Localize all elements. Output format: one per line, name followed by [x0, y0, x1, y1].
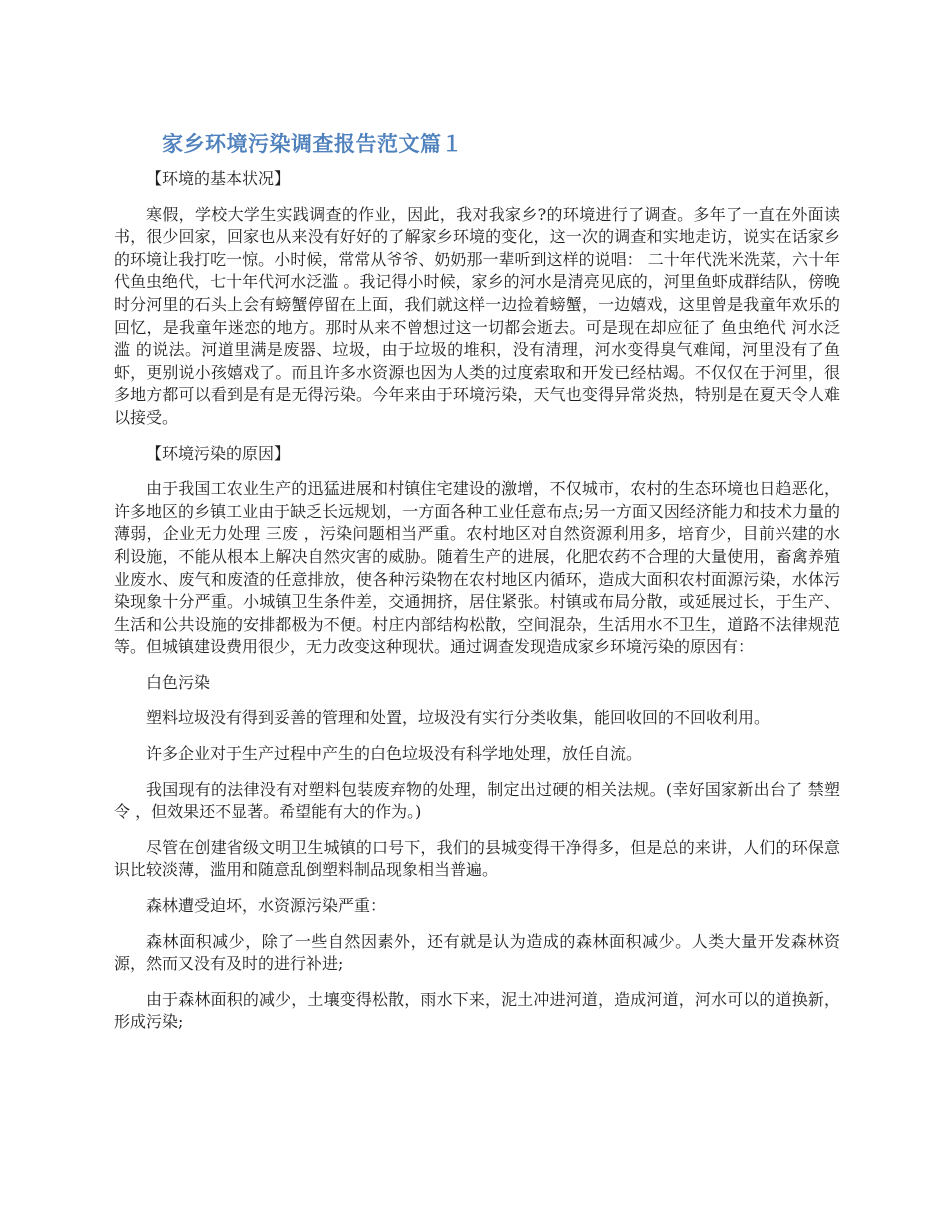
paragraph-enterprise-waste: 许多企业对于生产过程中产生的白色垃圾没有科学地处理，放任自流。 [146, 744, 643, 764]
paragraph-soil-erosion: 由于森林面积的减少，土壤变得松散，雨水下来，泥土冲进河道，造成河道，河水可以的道换新，形成污染; [114, 989, 840, 1032]
document-page [114, 130, 840, 1047]
subheading-forest-water: 森林遭受迫坏，水资源污染严重： [146, 896, 387, 916]
section-heading-basic-status: 【环境的基本状况】 [146, 169, 291, 188]
paragraph-pollution-causes: 由于我国工农业生产的迅猛进展和村镇住宅建设的激增，不仅城市，农村的生态环境也日趋恶化，许多地区的乡镇工业由于缺乏长远规划，一方面各种工业任意布点;另一方面又因经济能力和技术力量的薄弱，企业无力处理 三废 ，污染问题相当严重。农村地区对自然资源利用多，培育少，目前兴建的水利设施，不能从根本上解决自然灾害的威胁。随着生产的进展，化肥农药不合理的大量使用，畜禽养殖业废水、废气和废渣的任意排放，使各种污染物在农村地区内循环，造成大面积农村面源污染，水体污染现象十分严重。小城镇卫生条件差，交通拥挤，居住紧张。村镇或布局分散，或延展过长，于生产、生活和公共设施的安排都极为不便。村庄内部结构松散，空间混杂，生活用水不卫生，道路不法律规范等。但城镇建设费用很少，无力改变这种现状。通过调查发现造成家乡环境污染的原因有： [114, 479, 840, 657]
paragraph-basic-status: 寒假，学校大学生实践调查的作业，因此，我对我家乡?的环境进行了调查。多年了一直在外面读书，很少回家，回家也从来没有好好的了解家乡环境的变化，这一次的调查和实地走访，说实在话家乡的环境让我打吃一惊。小时候，常常从爷爷、奶奶那一辈听到这样的说唱： 二十年代洗米洗菜，六十年代鱼虫绝代，七十年代河水泛滥 。我记得小时候，家乡的河水是清亮见底的，河里鱼虾成群结队，傍晚时分河里的石头上会有螃蟹停留在上面，我们就这样一边捡着螃蟹，一边嬉戏，这里曾是我童年欢乐的回忆，是我童年迷恋的地方。那时从来不曾想过这一切都会逝去。可是现在却应征了 鱼虫绝代 河水泛滥 的说法。河道里满是废器、垃圾，由于垃圾的堆积，没有清理，河水变得臭气难闻，河里没有了鱼虾，更别说小孩嬉戏了。而且许多水资源也因为人类的过度索取和开发已经枯竭。不仅仅在于河里，很多地方都可以看到是有是无得污染。今年来由于环境污染，天气也变得异常炎热，特别是在夏天令人难以接受。 [114, 204, 840, 427]
paragraph-awareness: 尽管在创建省级文明卫生城镇的口号下，我们的县城变得干净得多，但是总的来讲，人们的环保意识比较淡薄，滥用和随意乱倒塑料制品现象相当普遍。 [114, 837, 840, 880]
paragraph-law: 我国现有的法律没有对塑料包装废弃物的处理，制定出过硬的相关法规。(幸好国家新出台了 禁塑令 ，但效果还不显著。希望能有大的作为。) [114, 779, 840, 822]
document-title: 家乡环境污染调查报告范文篇１ [162, 132, 463, 156]
subheading-white-pollution: 白色污染 [146, 672, 211, 692]
paragraph-plastic-waste: 塑料垃圾没有得到妥善的管理和处置，垃圾没有实行分类收集，能回收回的不回收利用。 [146, 708, 771, 728]
section-heading-pollution-causes: 【环境污染的原因】 [146, 443, 291, 463]
paragraph-forest-area: 森林面积减少，除了一些自然因素外，还有就是认为造成的森林面积减少。人类大量开发森林资源，然而又没有及时的进行补进; [114, 931, 840, 974]
